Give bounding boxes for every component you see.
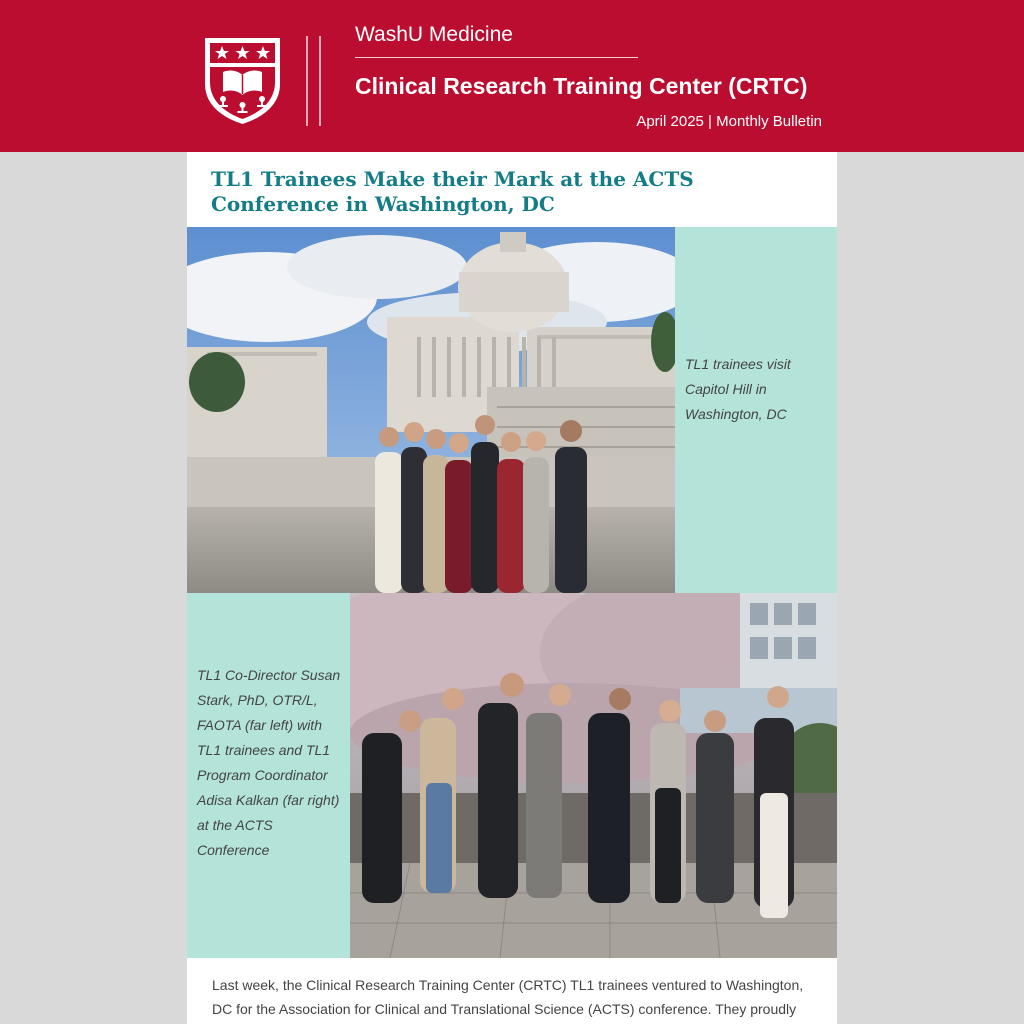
- header-divider: [319, 36, 321, 126]
- newsletter-header: [0, 0, 1024, 152]
- photo2-caption-box: [187, 593, 350, 958]
- photo1-caption: TL1 trainees visit Capitol Hill in Washington, DC: [685, 356, 791, 422]
- article-headline: TL1 Trainees Make their Mark at the ACTS Conference in Washington, DC: [211, 167, 694, 216]
- center-name[interactable]: Clinical Research Training Center (CRTC): [355, 73, 808, 99]
- article-body: Last week, the Clinical Research Training Center (CRTC) TL1 trainees ventured to Washington, DC for the Association for Clinical and Translational Science (ACTS) conference. They proudly: [212, 977, 804, 1017]
- bulletin-date: April 2025 | Monthly Bulletin: [636, 113, 822, 130]
- article-content: [187, 152, 837, 1024]
- acts-conference-group-photo: [350, 593, 837, 958]
- brand-name[interactable]: WashU Medicine: [355, 23, 513, 46]
- header-divider: [306, 36, 308, 126]
- photo1-caption-box: [675, 227, 837, 593]
- photo2-caption: TL1 Co-Director Susan Stark, PhD, OTR/L, FAOTA (far left) with TL1 trainees and TL1 Program Coordinator Adisa Kalkan (far right) at the ACTS Conference: [197, 667, 341, 858]
- brand-rule: [355, 57, 638, 58]
- washu-shield-icon: [203, 36, 282, 126]
- capitol-hill-photo: [187, 227, 675, 593]
